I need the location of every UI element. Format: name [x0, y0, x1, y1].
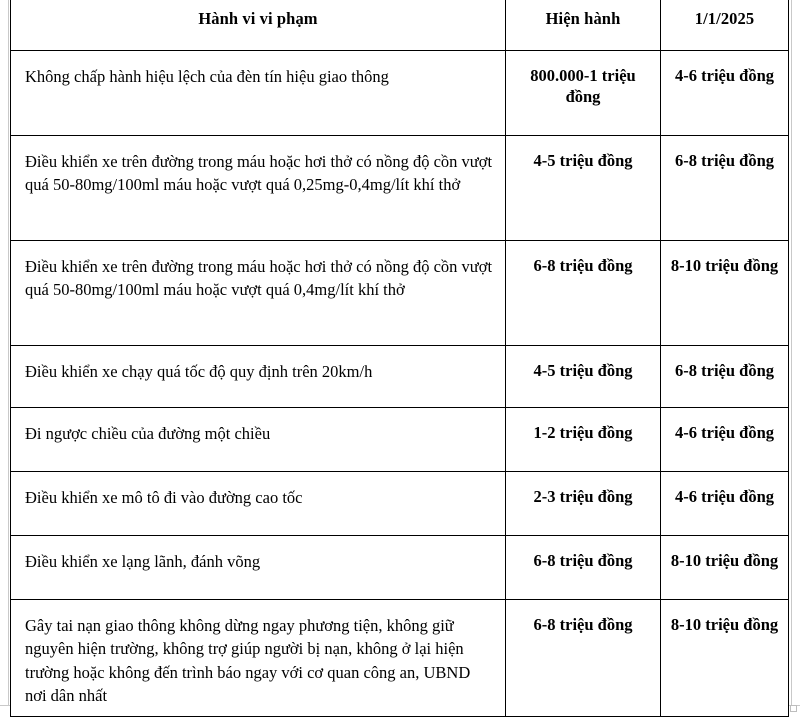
- cell-behavior: Điều khiển xe mô tô đi vào đường cao tốc: [11, 472, 506, 536]
- cell-behavior: Không chấp hành hiệu lệch của đèn tín hiệu giao thông: [11, 51, 506, 136]
- table-body: [11, 51, 789, 717]
- cell-current-fine: 4-5 triệu đồng: [506, 136, 661, 241]
- table-header-row: [11, 0, 789, 51]
- cell-current-fine: 6-8 triệu đồng: [506, 241, 661, 346]
- column-header-current-fine: Hiện hành: [506, 0, 661, 51]
- table-row: [11, 536, 789, 600]
- cell-behavior: Đi ngược chiều của đường một chiều: [11, 408, 506, 472]
- cell-behavior: Điều khiển xe trên đường trong máu hoặc hơi thở có nồng độ cồn vượt quá 50-80mg/100ml máu hoặc vượt quá 0,25mg-0,4mg/lít khí thở: [11, 136, 506, 241]
- cell-current-fine: 4-5 triệu đồng: [506, 346, 661, 408]
- cell-current-fine: 2-3 triệu đồng: [506, 472, 661, 536]
- cell-new-fine: 8-10 triệu đồng: [661, 536, 789, 600]
- cell-current-fine: 800.000-1 triệu đồng: [506, 51, 661, 136]
- page-left-edge: [0, 0, 9, 713]
- cell-current-fine: 1-2 triệu đồng: [506, 408, 661, 472]
- cell-new-fine: 4-6 triệu đồng: [661, 472, 789, 536]
- cell-new-fine: 6-8 triệu đồng: [661, 136, 789, 241]
- cell-current-fine: 6-8 triệu đồng: [506, 600, 661, 717]
- table-row: [11, 241, 789, 346]
- cell-behavior: Điều khiển xe trên đường trong máu hoặc hơi thở có nồng độ cồn vượt quá 50-80mg/100ml máu hoặc vượt quá 0,4mg/lít khí thở: [11, 241, 506, 346]
- fines-table-container: [10, 0, 788, 717]
- cell-current-fine: 6-8 triệu đồng: [506, 536, 661, 600]
- cell-behavior: Điều khiển xe lạng lãnh, đánh võng: [11, 536, 506, 600]
- cell-new-fine: 4-6 triệu đồng: [661, 51, 789, 136]
- column-header-behavior: Hành vi vi phạm: [11, 0, 506, 51]
- table-row: [11, 136, 789, 241]
- table-row: [11, 472, 789, 536]
- page-corner-resize-handle[interactable]: [790, 705, 797, 712]
- cell-new-fine: 8-10 triệu đồng: [661, 241, 789, 346]
- table-row: [11, 51, 789, 136]
- cell-behavior: Gây tai nạn giao thông không dừng ngay phương tiện, không giữ nguyên hiện trường, không trợ giúp người bị nạn, không ở lại hiện trường hoặc không đến trình báo ngay với cơ quan công an, UBND nơi dân nhất: [11, 600, 506, 717]
- traffic-fines-table: [10, 0, 789, 717]
- table-row: [11, 408, 789, 472]
- table-row: [11, 346, 789, 408]
- column-header-new-fine: 1/1/2025: [661, 0, 789, 51]
- cell-new-fine: 8-10 triệu đồng: [661, 600, 789, 717]
- cell-new-fine: 6-8 triệu đồng: [661, 346, 789, 408]
- page-right-edge: [791, 0, 800, 713]
- table-row: [11, 600, 789, 717]
- cell-behavior: Điều khiển xe chạy quá tốc độ quy định trên 20km/h: [11, 346, 506, 408]
- cell-new-fine: 4-6 triệu đồng: [661, 408, 789, 472]
- table-header: [11, 0, 789, 51]
